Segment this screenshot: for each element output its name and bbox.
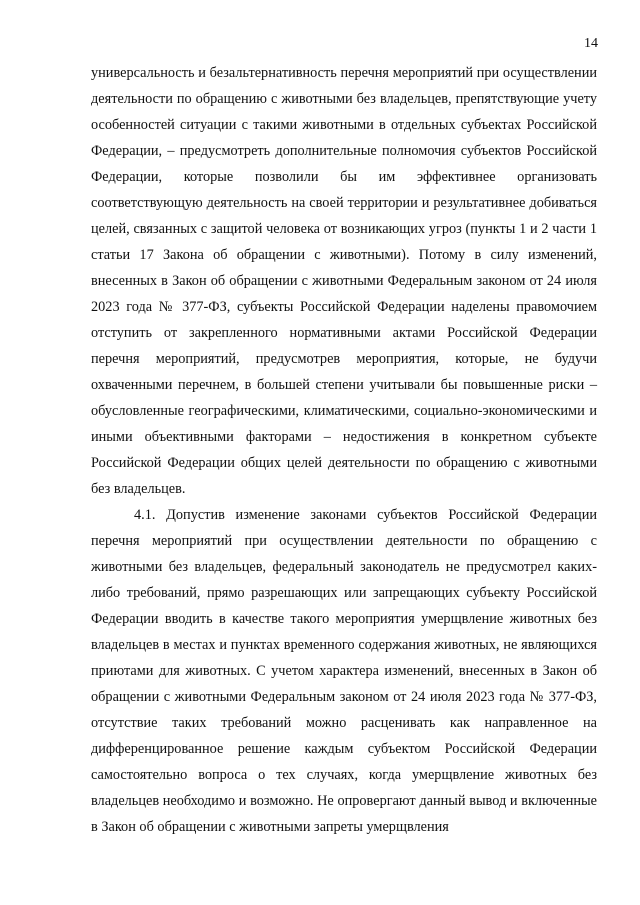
paragraph-4-1: 4.1. Допустив изменение законами субъектов Российской Федерации перечня мероприятий при осуществлении деятельности по обращению с животными без владельцев, федеральный законодатель не предусмотрел каких-либо требований, прямо разрешающих или запрещающих субъекту Российской Федерации вводить в качестве такого мероприятия умерщвление животных без владельцев в местах и пунктах временного содержания животных, не являющихся приютами для животных. С учетом характера изменений, внесенных в Закон об обращении с животными Федеральным законом от 24 июля 2023 года № 377-ФЗ, отсутствие таких требований можно расценивать как направленное на дифференцированное решение каждым субъектом Российской Федерации самостоятельно вопроса о тех случаях, когда умерщвление животных без владельцев необходимо и возможно. Не опровергают данный вывод и включенные в Закон об обращении с животными запреты умерщвления [91, 507, 597, 835]
paragraph-continued: универсальность и безальтернативность перечня мероприятий при осуществлении деятельности по обращению с животными без владельцев, препятствующие учету особенностей ситуации с такими животными в отдельных субъектах Российской Федерации, – предусмотреть дополнительные полномочия субъектов Российской Федерации, которые позволили бы им эффективнее организовать соответствующую деятельность на своей территории и результативнее добиваться целей, связанных с защитой человека от возникающих угроз (пункты 1 и 2 части 1 статьи 17 Закона об обращении с животными). Потому в силу изменений, внесенных в Закон об обращении с животными Федеральным законом от 24 июля 2023 года № 377-ФЗ, субъекты Российской Федерации наделены правомочием отступить от закрепленного нормативными актами Российской Федерации перечня мероприятий, предусмотрев мероприятия, которые, не будучи охваченными перечнем, в большей степени учитывали бы повышенные риски – обусловленные географическими, климатическими, социально-экономическими и иными объективными факторами – недостижения в конкретном субъекте Российской Федерации общих целей деятельности по обращению с животными без владельцев. [91, 65, 597, 497]
body-text [91, 60, 597, 840]
page-number: 14 [584, 36, 598, 51]
